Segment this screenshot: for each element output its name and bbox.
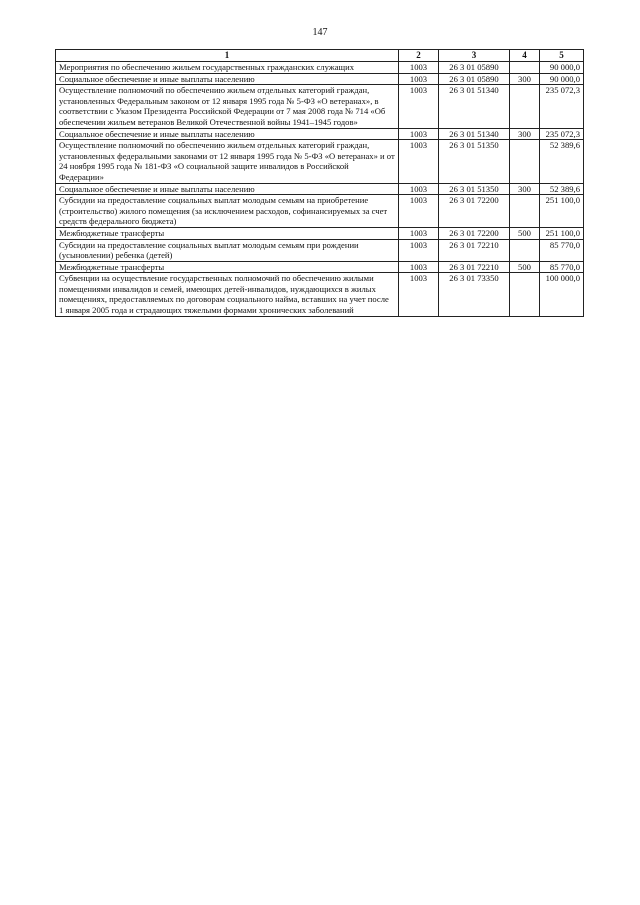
row-name: Осуществление полномочий по обеспечению жильем отдельных категорий граждан, установленных Федеральным законом от 12 января 1995 года № 5-ФЗ «О ветеранах», в соответствии с Указом Президента Российской Федерации от 7 мая 2008 года № 714 «Об обеспечении жильем ветеранов Великой Отечественной войны 1941–1945 годов» bbox=[56, 85, 399, 128]
table-row bbox=[56, 273, 584, 316]
table-row bbox=[56, 227, 584, 239]
page-number: 147 bbox=[312, 27, 328, 38]
row-name: Субвенции на осуществление государственных полномочий по обеспечению жилыми помещениями инвалидов и семей, имеющих детей-инвалидов, нуждающихся в жилых помещениях, предоставляемых по договорам социального найма, вставших на учет после 1 января 2005 года и страдающих тяжелыми формами хронических заболеваний bbox=[56, 273, 399, 316]
table-row bbox=[56, 62, 584, 74]
row-section: 1003 bbox=[399, 62, 439, 74]
row-amount: 251 100,0 bbox=[540, 227, 584, 239]
row-target-code: 26 3 01 05890 bbox=[439, 62, 510, 74]
column-header-section: 2 bbox=[399, 50, 439, 62]
row-amount: 235 072,3 bbox=[540, 128, 584, 140]
table-row bbox=[56, 239, 584, 261]
table-row bbox=[56, 261, 584, 273]
row-target-code: 26 3 01 72210 bbox=[439, 239, 510, 261]
row-expense-type bbox=[510, 195, 540, 228]
row-name: Межбюджетные трансферты bbox=[56, 227, 399, 239]
row-target-code: 26 3 01 72200 bbox=[439, 195, 510, 228]
row-section: 1003 bbox=[399, 261, 439, 273]
row-name: Субсидии на предоставление социальных выплат молодым семьям при рождении (усыновлении) ребенка (детей) bbox=[56, 239, 399, 261]
row-section: 1003 bbox=[399, 195, 439, 228]
column-header-name: 1 bbox=[56, 50, 399, 62]
row-section: 1003 bbox=[399, 73, 439, 85]
row-target-code: 26 3 01 72200 bbox=[439, 227, 510, 239]
row-target-code: 26 3 01 73350 bbox=[439, 273, 510, 316]
table-row bbox=[56, 183, 584, 195]
row-expense-type bbox=[510, 239, 540, 261]
row-expense-type: 500 bbox=[510, 227, 540, 239]
row-name: Социальное обеспечение и иные выплаты населению bbox=[56, 183, 399, 195]
row-target-code: 26 3 01 51350 bbox=[439, 140, 510, 183]
row-expense-type: 500 bbox=[510, 261, 540, 273]
row-name: Социальное обеспечение и иные выплаты населению bbox=[56, 73, 399, 85]
row-amount: 251 100,0 bbox=[540, 195, 584, 228]
row-section: 1003 bbox=[399, 273, 439, 316]
row-name: Межбюджетные трансферты bbox=[56, 261, 399, 273]
row-amount: 52 389,6 bbox=[540, 183, 584, 195]
column-header-target: 3 bbox=[439, 50, 510, 62]
row-target-code: 26 3 01 51340 bbox=[439, 128, 510, 140]
row-section: 1003 bbox=[399, 239, 439, 261]
row-target-code: 26 3 01 51340 bbox=[439, 85, 510, 128]
table-row bbox=[56, 73, 584, 85]
row-expense-type: 300 bbox=[510, 183, 540, 195]
column-header-amount: 5 bbox=[540, 50, 584, 62]
row-section: 1003 bbox=[399, 128, 439, 140]
budget-table bbox=[55, 49, 584, 317]
row-expense-type bbox=[510, 273, 540, 316]
table-body bbox=[56, 62, 584, 317]
row-target-code: 26 3 01 72210 bbox=[439, 261, 510, 273]
row-section: 1003 bbox=[399, 227, 439, 239]
row-section: 1003 bbox=[399, 85, 439, 128]
table-row bbox=[56, 128, 584, 140]
table-row bbox=[56, 195, 584, 228]
row-name: Социальное обеспечение и иные выплаты населению bbox=[56, 128, 399, 140]
row-expense-type bbox=[510, 85, 540, 128]
row-target-code: 26 3 01 05890 bbox=[439, 73, 510, 85]
row-target-code: 26 3 01 51350 bbox=[439, 183, 510, 195]
row-expense-type bbox=[510, 62, 540, 74]
row-name: Мероприятия по обеспечению жильем государственных гражданских служащих bbox=[56, 62, 399, 74]
row-expense-type bbox=[510, 140, 540, 183]
row-amount: 90 000,0 bbox=[540, 62, 584, 74]
row-name: Субсидии на предоставление социальных выплат молодым семьям на приобретение (строительство) жилого помещения (за исключением расходов, софинансируемых за счет средств федерального бюджета) bbox=[56, 195, 399, 228]
row-name: Осуществление полномочий по обеспечению жильем отдельных категорий граждан, установленных федеральными законами от 12 января 1995 года № 5-ФЗ «О ветеранах» и от 24 ноября 1995 года № 181-ФЗ «О социальной защите инвалидов в Российской Федерации» bbox=[56, 140, 399, 183]
row-amount: 52 389,6 bbox=[540, 140, 584, 183]
row-section: 1003 bbox=[399, 140, 439, 183]
row-section: 1003 bbox=[399, 183, 439, 195]
row-amount: 85 770,0 bbox=[540, 239, 584, 261]
row-amount: 235 072,3 bbox=[540, 85, 584, 128]
table-header-row bbox=[56, 50, 584, 62]
table-row bbox=[56, 85, 584, 128]
row-expense-type: 300 bbox=[510, 128, 540, 140]
row-amount: 90 000,0 bbox=[540, 73, 584, 85]
row-amount: 85 770,0 bbox=[540, 261, 584, 273]
row-expense-type: 300 bbox=[510, 73, 540, 85]
column-header-type: 4 bbox=[510, 50, 540, 62]
table-row bbox=[56, 140, 584, 183]
row-amount: 100 000,0 bbox=[540, 273, 584, 316]
